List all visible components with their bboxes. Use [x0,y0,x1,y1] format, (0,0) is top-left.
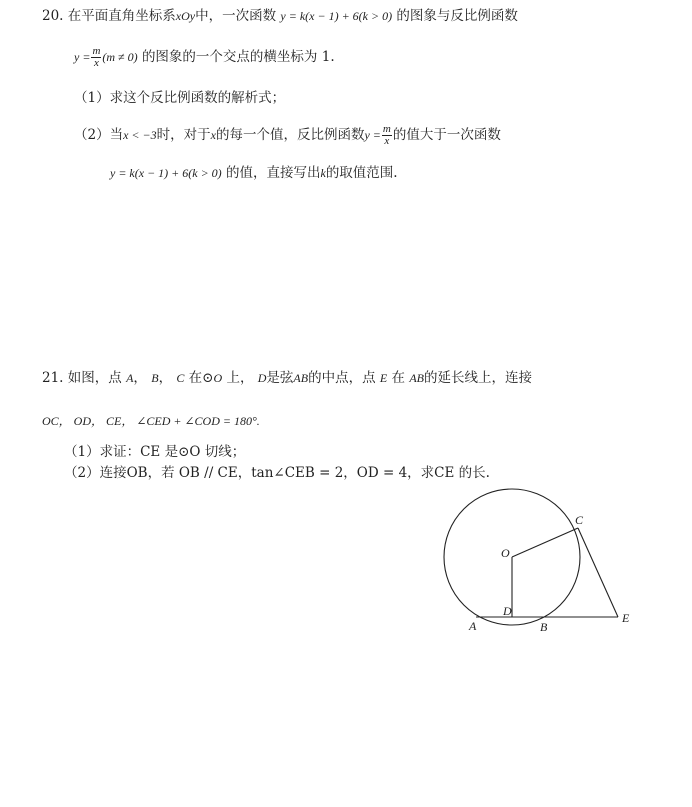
q21-point-b: B [151,371,159,385]
q20-text: 的值大于一次函数 [392,127,501,143]
q21-text: 如图，点 [67,370,122,386]
q21-text: 是弦 [266,370,294,386]
q21-point-e: E [379,371,388,385]
label-e: E [622,611,630,625]
label-d: D [503,604,512,618]
q21-point-a: A [126,371,134,385]
fraction-numerator: m [382,123,391,135]
label-c: C [575,513,584,527]
segment-oc [512,528,578,557]
q21-text: 的延长线上，连接 [424,370,532,386]
q21-sep: ， [158,370,173,386]
q21-part-1: （1）求证：CE 是⊙O 切线； [64,444,246,460]
q21-text: 在⊙ [188,370,214,386]
q20-text: 在平面直角坐标系 [67,8,176,24]
q21-point-c: C [176,371,185,385]
q21-text: 的中点，点 [308,370,376,386]
label-a: A [469,619,477,633]
q20-text: 的取值范围. [325,165,398,181]
q20-xoy: xOy [175,9,196,23]
q20-linear-function: y = k(x − 1) + 6(k > 0) [110,166,222,180]
q20-text: 的图象的一个交点的横坐标为 1. [141,49,335,65]
q21-chord-ab: AB [409,371,424,385]
q20-y: y = [74,50,91,64]
q20-text: 时，对于 [156,127,211,143]
q21-number: 21. [42,370,64,386]
q20-condition: x < −3 [123,128,157,142]
q21-chord-ab: AB [293,371,309,385]
q21-point-d: D [257,371,267,385]
q21-text: 上， [226,370,254,386]
q20-part-1: （1）求这个反比例函数的解析式； [74,90,286,106]
q20-condition: (m ≠ 0) [102,50,138,64]
q21-line-2: OC， OD， CE， ∠CED + ∠COD = 180°. [42,414,260,428]
q20-linear-function: y = k(x − 1) + 6(k > 0) [280,9,393,23]
q21-text: 在 [391,370,406,386]
label-b: B [540,620,548,634]
q20-y: y = [364,128,381,142]
q21-part-2: （2）连接OB，若 OB // CE，tan∠CEB = 2，OD = 4，求CE 的长. [64,465,490,481]
q20-text: 的每一个值，反比例函数 [215,127,365,143]
q20-x: x [210,128,216,142]
q20-text: 的值，直接写出 [225,165,321,181]
fraction-denominator: x [93,57,99,69]
label-o: O [501,546,510,560]
segment-ce [578,528,618,617]
q21-circle-o: O [213,371,223,385]
q20-text: 中，一次函数 [195,8,277,24]
fraction-numerator: m [92,45,101,57]
q20-number: 20. [42,8,64,24]
q21-sep: ， [133,370,147,386]
fraction-denominator: x [384,135,390,147]
q20-text: （2）当 [74,127,124,143]
q20-k: k [320,166,326,180]
q20-text: 的图象与反比例函数 [396,8,518,24]
